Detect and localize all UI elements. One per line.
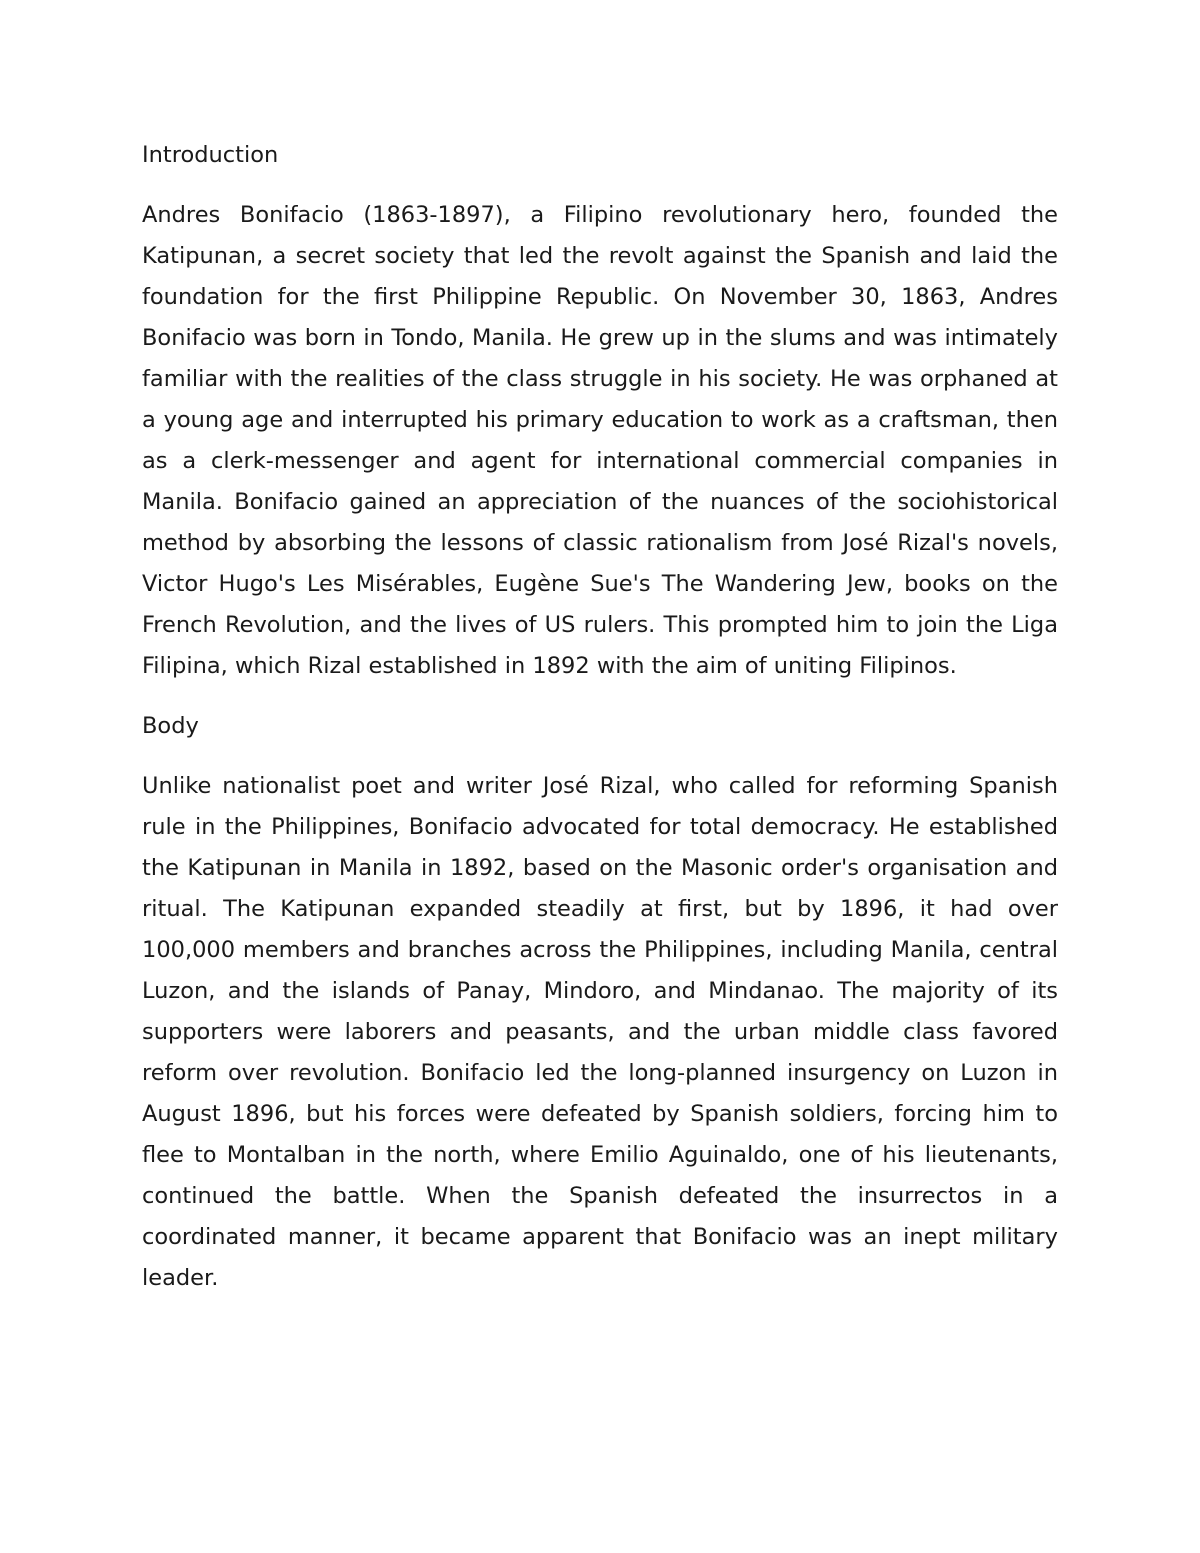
section-heading-introduction: Introduction bbox=[142, 142, 279, 168]
body-paragraph: Unlike nationalist poet and writer José Rizal, who called for reforming Spanish rule in the Philippines, Bonifacio advocated for total democracy. He established the Katipunan in Manila in 1892, based on the Masonic order's organisation and ritual. The Katipunan expanded steadily at first, but by 1896, it had over 100,000 members and branches across the Philippines, including Manila, central Luzon, and the islands of Panay, Mindoro, and Mindanao. The majority of its supporters were laborers and peasants, and the urban middle class favored reform over revolution. Bonifacio led the long-planned insurgency on Luzon in August 1896, but his forces were defeated by Spanish soldiers, forcing him to flee to Montalban in the north, where Emilio Aguinaldo, one of his lieutenants, continued the battle. When the Spanish defeated the insurrectos in a coordinated manner, it became apparent that Bonifacio was an inept military leader. bbox=[142, 773, 1058, 1291]
document-page bbox=[142, 135, 1058, 1318]
section-heading-body: Body bbox=[142, 713, 199, 739]
introduction-paragraph: Andres Bonifacio (1863-1897), a Filipino revolutionary hero, founded the Katipunan, a secret society that led the revolt against the Spanish and laid the foundation for the first Philippine Republic. On November 30, 1863, Andres Bonifacio was born in Tondo, Manila. He grew up in the slums and was intimately familiar with the realities of the class struggle in his society. He was orphaned at a young age and interrupted his primary education to work as a craftsman, then as a clerk-messenger and agent for international commercial companies in Manila. Bonifacio gained an appreciation of the nuances of the sociohistorical method by absorbing the lessons of classic rationalism from José Rizal's novels, Victor Hugo's Les Misérables, Eugène Sue's The Wandering Jew, books on the French Revolution, and the lives of US rulers. This prompted him to join the Liga Filipina, which Rizal established in 1892 with the aim of uniting Filipinos. bbox=[142, 202, 1058, 679]
